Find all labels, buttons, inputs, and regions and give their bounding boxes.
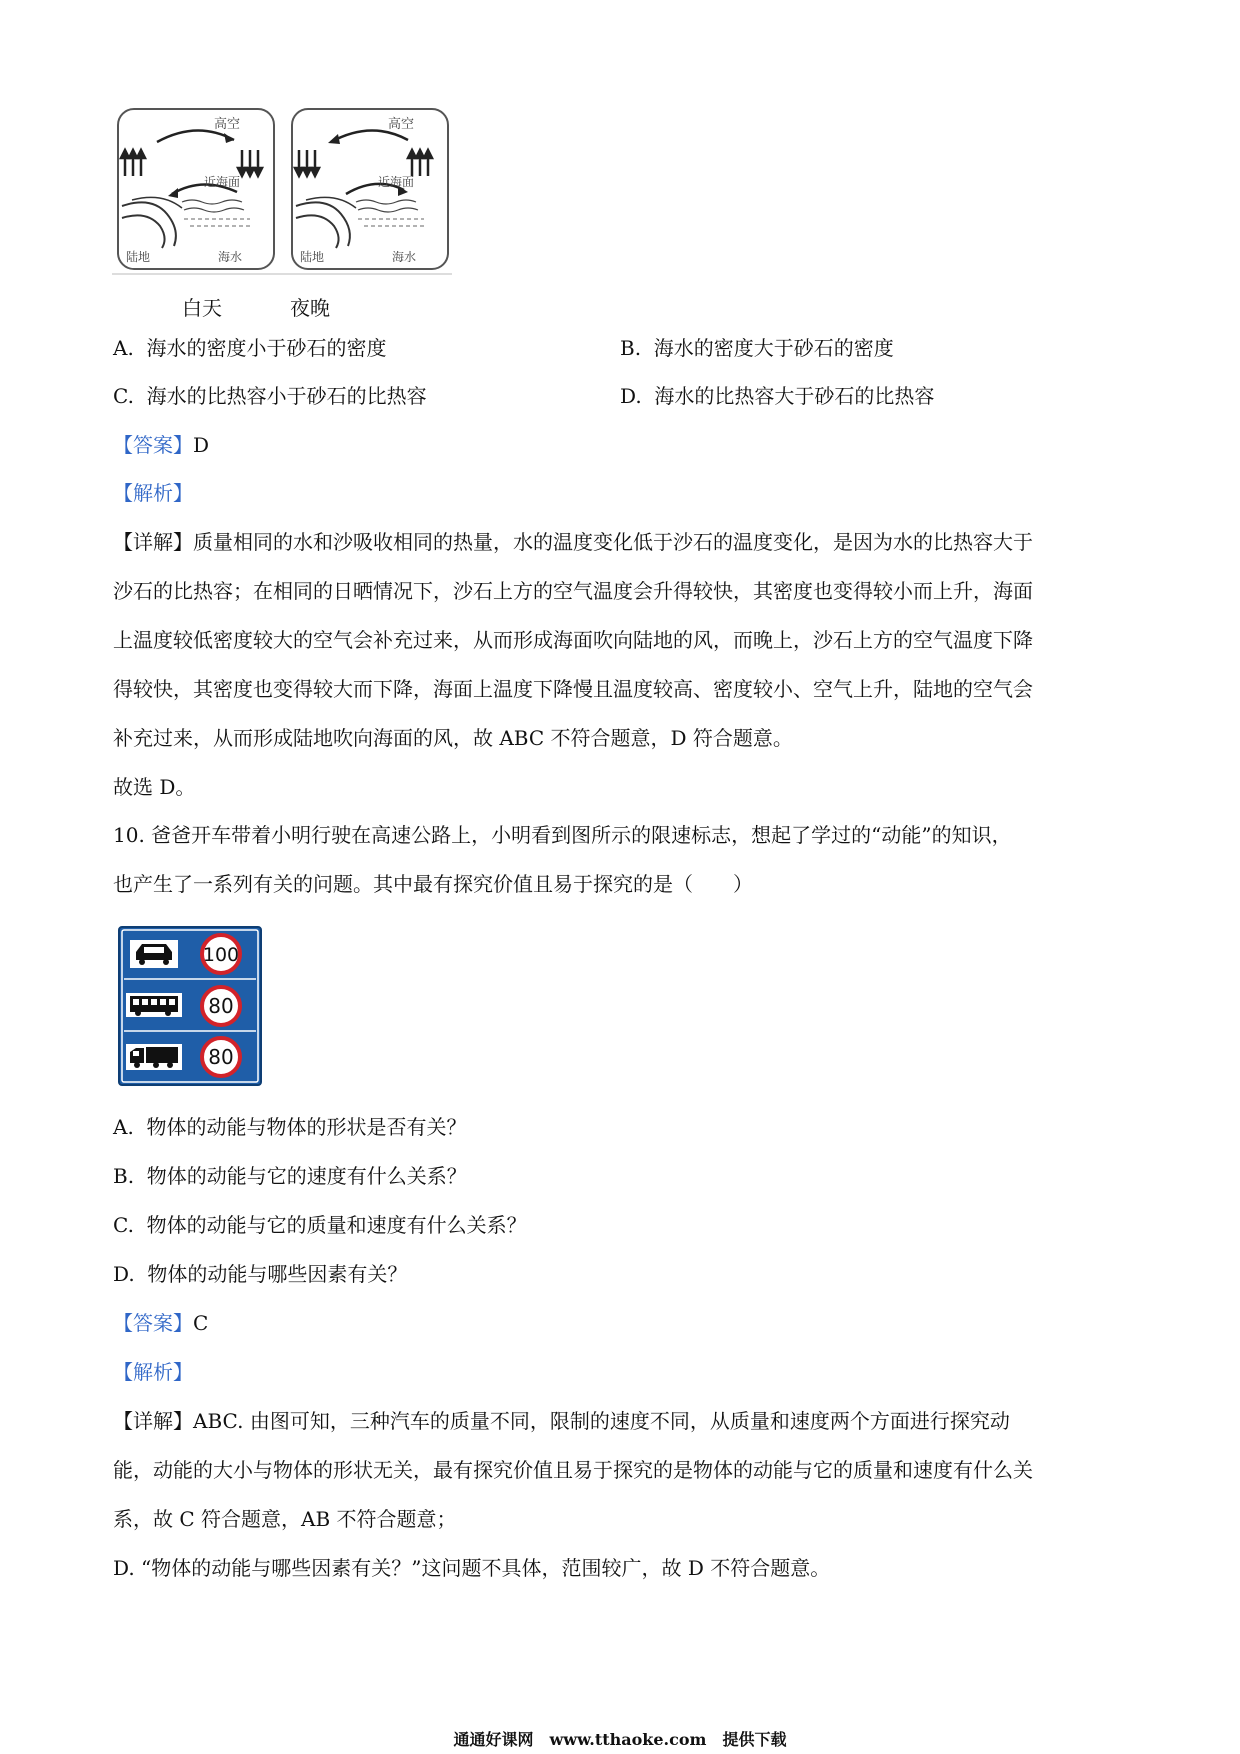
- sea-breeze-day-diagram: [112, 106, 542, 276]
- q10-analysis-label: 【解析】: [113, 1360, 193, 1384]
- q9-answer: 【答案】D: [113, 433, 210, 457]
- day-sea-label: 海水: [218, 250, 243, 264]
- night-sea-surface-label: 近海面: [378, 175, 415, 189]
- limit-bus-value: 80: [208, 994, 234, 1018]
- q10-detail-line-3: 系，故 C 符合题意，AB 不符合题意；: [113, 1507, 457, 1531]
- night-panel: [292, 109, 448, 269]
- day-panel: [118, 109, 274, 269]
- bus-icon: [126, 993, 182, 1017]
- q10-detail-line-4: D. “物体的动能与哪些因素有关？”这问题不具体，范围较广，故 D 不符合题意。: [113, 1556, 831, 1580]
- q9-option-d: D. 海水的比热容大于砂石的比热容: [620, 384, 935, 408]
- q9-detail-line-2: 沙石的比热容；在相同的日晒情况下，沙石上方的空气温度会升得较快，其密度也变得较小而上升，海面: [113, 579, 1033, 603]
- caption-day: 白天: [182, 296, 222, 320]
- q10-stem-line-2: 也产生了一系列有关的问题。其中最有探究价值且易于探究的是（ ）: [113, 872, 753, 896]
- q9-conclusion: 故选 D。: [113, 775, 196, 799]
- night-land-label: 陆地: [300, 250, 325, 264]
- q10-option-b: B. 物体的动能与它的速度有什么关系？: [113, 1164, 467, 1188]
- q9-option-b: B. 海水的密度大于砂石的密度: [620, 336, 894, 360]
- q10-stem-line-1: 10. 爸爸开车带着小明行驶在高速公路上，小明看到图所示的限速标志，想起了学过的“动能”的知识，: [113, 823, 1012, 847]
- limit-car-value: 100: [202, 944, 240, 966]
- q10-option-a: A. 物体的动能与物体的形状是否有关？: [113, 1115, 467, 1139]
- page-footer: 通通好课网 www.tthaoke.com 提供下载: [453, 1730, 787, 1749]
- q9-detail-line-3: 上温度较低密度较大的空气会补充过来，从而形成海面吹向陆地的风，而晚上，沙石上方的空气温度下降: [113, 628, 1033, 652]
- q9-detail-line-5: 补充过来，从而形成陆地吹向海面的风，故 ABC 不符合题意，D 符合题意。: [113, 726, 793, 750]
- q10-option-c: C. 物体的动能与它的质量和速度有什么关系？: [113, 1213, 527, 1237]
- q9-analysis-label: 【解析】: [113, 481, 193, 505]
- day-sea-surface-label: 近海面: [204, 175, 241, 189]
- limit-truck-value: 80: [208, 1045, 234, 1069]
- q10-answer: 【答案】C: [113, 1311, 209, 1335]
- truck-icon: [126, 1044, 182, 1070]
- q10-detail-line-2: 能，动能的大小与物体的形状无关，最有探究价值且易于探究的是物体的动能与它的质量和速度有什么关: [113, 1458, 1033, 1482]
- night-sea-label: 海水: [392, 250, 417, 264]
- speed-limit-sign: [118, 926, 262, 1086]
- q9-option-a: A. 海水的密度小于砂石的密度: [113, 336, 387, 360]
- q10-option-d: D. 物体的动能与哪些因素有关？: [113, 1262, 408, 1286]
- day-high-label: 高空: [214, 117, 241, 132]
- q10-detail-line-1: 【详解】ABC. 由图可知，三种汽车的质量不同，限制的速度不同，从质量和速度两个方面进行探究动: [113, 1409, 1010, 1433]
- q9-option-c: C. 海水的比热容小于砂石的比热容: [113, 384, 427, 408]
- night-high-label: 高空: [388, 117, 415, 132]
- day-land-label: 陆地: [126, 250, 151, 264]
- q9-detail-line-4: 得较快，其密度也变得较大而下降，海面上温度下降慢且温度较高、密度较小、空气上升，陆地的空气会: [113, 677, 1033, 701]
- car-icon: [130, 940, 178, 968]
- q9-detail-line-1: 【详解】质量相同的水和沙吸收相同的热量，水的温度变化低于沙石的温度变化，是因为水的比热容大于: [113, 530, 1033, 554]
- caption-night: 夜晚: [290, 296, 330, 320]
